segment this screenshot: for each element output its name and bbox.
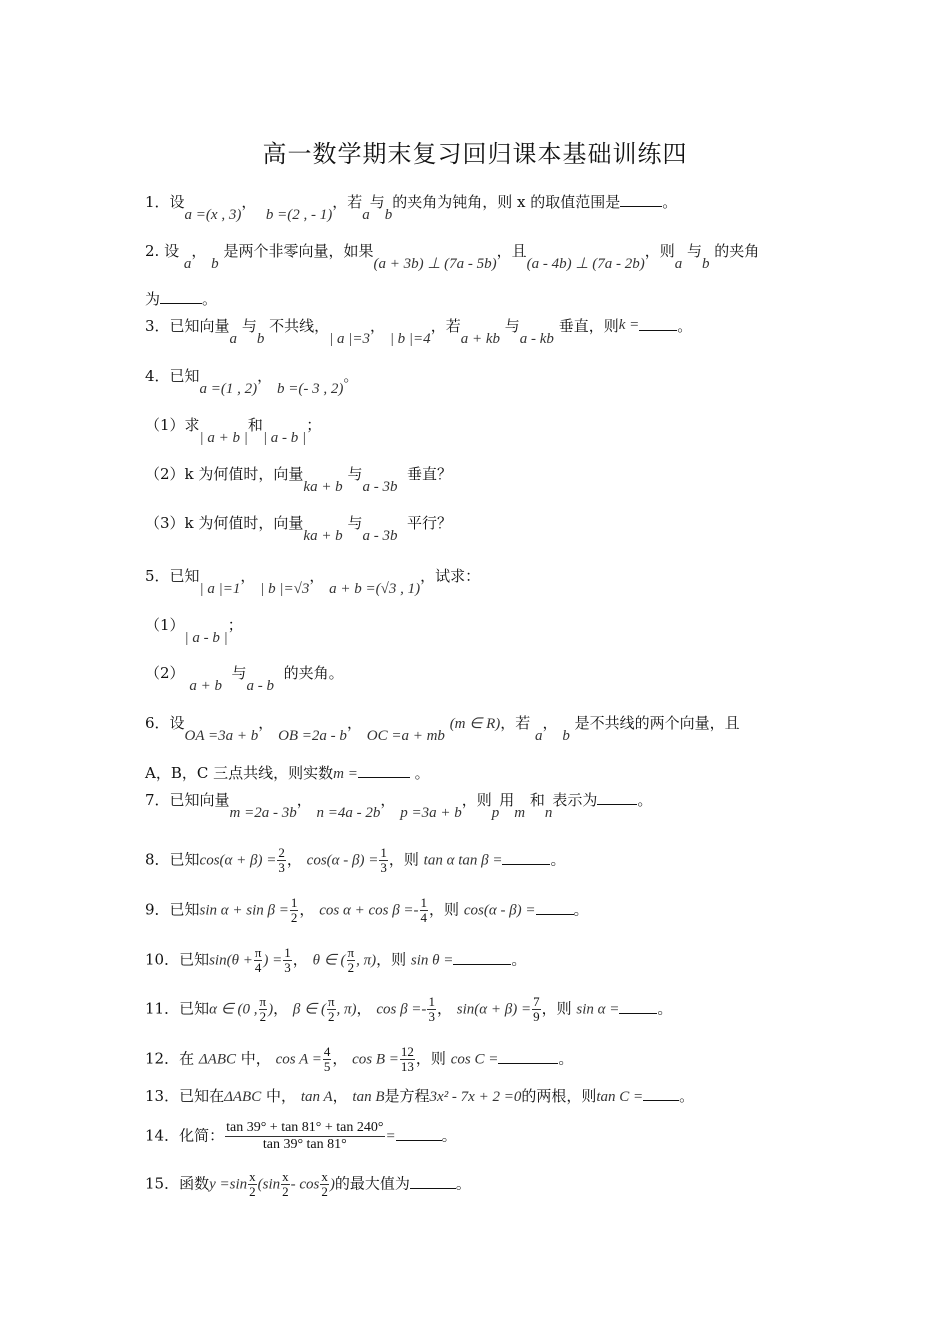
math-expression: tan C = <box>596 1089 644 1105</box>
denominator: 2 <box>249 1184 256 1199</box>
denominator: 3 <box>428 1009 435 1024</box>
text: 。 <box>343 367 359 385</box>
problem-number: 9．已知 <box>145 900 200 919</box>
fraction <box>259 995 268 1024</box>
math-expression: sin α = <box>576 1001 620 1018</box>
problem-4-part-1 <box>145 415 322 446</box>
problem-number: 4．已知 <box>145 367 200 385</box>
fraction <box>323 1045 332 1074</box>
text: ，若 <box>500 714 531 732</box>
problem-11 <box>145 995 672 1024</box>
math-expression: a - 3b <box>362 528 398 544</box>
numerator: π <box>259 994 267 1009</box>
math-expression: (a - 4b) ⊥ (7a - 2b) <box>526 256 645 272</box>
text: 垂直，则 <box>558 317 619 335</box>
math-expression: ka + b <box>303 479 343 495</box>
text: ， <box>436 999 452 1018</box>
numerator: x <box>282 1169 289 1184</box>
text: ，试求： <box>420 567 481 585</box>
math-expression: β ∈ ( <box>292 1001 326 1018</box>
denominator: 2 <box>290 910 298 925</box>
math-expression: tan A <box>300 1089 333 1105</box>
math-expression: ΔABC <box>198 1051 237 1068</box>
problem-4 <box>145 366 359 397</box>
problem-2 <box>145 241 760 272</box>
text: 。 <box>558 1049 574 1068</box>
math-expression: ka + b <box>303 528 343 544</box>
text: ， <box>356 999 372 1018</box>
problem-number: 1．设 <box>145 193 185 211</box>
text: 。 <box>573 900 589 919</box>
text: 的夹角 <box>714 242 760 260</box>
answer-blank[interactable] <box>536 900 574 915</box>
math-expression: sin α + sin β = <box>199 902 289 919</box>
denominator: 4 <box>420 910 428 925</box>
problem-5-part-1 <box>145 615 243 646</box>
math-expression: cos(α - β) = <box>463 902 536 919</box>
fraction <box>427 995 436 1024</box>
text: 和 <box>247 416 263 434</box>
text: 。 <box>455 1174 471 1193</box>
problem-4-part-3 <box>145 513 453 544</box>
math-expression: - cos <box>290 1176 320 1193</box>
problem-number: 13．已知在 <box>145 1087 225 1105</box>
answer-blank[interactable] <box>619 999 657 1014</box>
text: 。 <box>677 317 693 335</box>
answer-blank[interactable] <box>396 1126 442 1141</box>
page-title: 高一数学期末复习回归课本基础训练四 <box>262 140 688 168</box>
denominator: 4 <box>254 960 262 975</box>
problem-number: 14．化简： <box>145 1126 225 1145</box>
text: ，若 <box>430 317 461 335</box>
fraction <box>290 896 299 925</box>
fraction <box>320 1170 329 1199</box>
problem-15 <box>145 1170 471 1199</box>
text: 。 <box>441 1126 457 1145</box>
math-expression: ) <box>268 1001 274 1018</box>
math-expression: | a - b | <box>262 430 307 446</box>
text: 的最大值为 <box>334 1174 410 1193</box>
denominator: tan 39° tan 81° <box>262 1137 347 1152</box>
problem-number: 2. 设 <box>145 242 180 260</box>
math-expression: | a |=3 <box>329 331 371 347</box>
fraction <box>225 1120 384 1153</box>
numerator: π <box>347 945 355 960</box>
math-expression: ) = <box>263 952 283 969</box>
math-expression: θ ∈ ( <box>312 952 346 969</box>
math-expression: m = <box>333 766 358 782</box>
denominator: 2 <box>259 1009 267 1024</box>
answer-blank[interactable] <box>453 950 511 965</box>
numerator: x <box>249 1169 256 1184</box>
text: ，则 <box>644 242 675 260</box>
answer-blank[interactable] <box>639 316 677 331</box>
text: ， <box>370 317 386 335</box>
text: ， <box>332 1087 348 1105</box>
text: 与 <box>504 317 520 335</box>
text: 与 <box>231 664 247 682</box>
text: ，则 <box>461 791 492 809</box>
math-expression: b <box>702 256 710 272</box>
math-expression: b <box>384 207 393 223</box>
math-expression: cos B = <box>352 1051 399 1068</box>
math-expression: a - 3b <box>362 479 398 495</box>
math-expression: OB =2a - b <box>278 728 347 744</box>
fraction <box>254 946 263 975</box>
math-expression: cos(α - β) = <box>306 852 379 869</box>
text: ， <box>258 714 274 732</box>
answer-blank[interactable] <box>502 850 550 865</box>
math-expression: = <box>385 1128 396 1145</box>
numerator: π <box>254 945 262 960</box>
numerator: 1 <box>380 845 387 860</box>
subproblem-label: （3）k 为何值时，向量 <box>145 514 304 532</box>
math-expression: cos β =- <box>376 1001 427 1018</box>
text: 不共线， <box>269 317 330 335</box>
math-expression: OA =3a + b <box>184 728 259 744</box>
text: 是两个非零向量，如果 <box>223 242 374 260</box>
text: ，且 <box>496 242 527 260</box>
numerator: 2 <box>278 845 285 860</box>
math-expression: | a |=1 <box>199 581 241 597</box>
numerator: 12 <box>400 1044 414 1059</box>
math-expression: m =2a - 3b <box>229 805 297 821</box>
text: 的夹角。 <box>283 664 344 682</box>
text: ，则 <box>415 1049 446 1068</box>
text: 与 <box>347 514 363 532</box>
denominator: 13 <box>400 1059 414 1074</box>
text: 。 <box>657 999 673 1018</box>
text: 与 <box>687 242 703 260</box>
denominator: 2 <box>327 1009 335 1024</box>
math-expression: k = <box>618 317 640 333</box>
math-expression: a <box>362 207 370 223</box>
text: ，则 <box>388 850 419 869</box>
answer-blank[interactable] <box>160 289 202 304</box>
denominator: 2 <box>347 960 355 975</box>
math-expression: a <box>183 256 192 272</box>
math-expression: b <box>562 728 570 744</box>
text: ， <box>257 367 273 385</box>
problem-number: 8．已知 <box>145 850 200 869</box>
answer-blank[interactable] <box>358 763 410 778</box>
numerator: 1 <box>420 895 428 910</box>
problem-1 <box>145 192 678 223</box>
math-expression: cos A = <box>275 1051 322 1068</box>
math-expression: cos(α + β) = <box>199 852 277 869</box>
text: 与 <box>347 465 363 483</box>
math-expression: ) <box>329 1176 335 1193</box>
math-expression: n =4a - 2b <box>316 805 381 821</box>
text: ，则 <box>541 999 572 1018</box>
math-expression: a =(x , 3) <box>184 207 242 223</box>
text: 为 <box>145 290 161 308</box>
text: 的夹角为钝角，则 x 的取值范围是 <box>392 193 621 211</box>
problem-5 <box>145 566 481 597</box>
math-expression: a - b <box>246 678 275 694</box>
math-expression: a <box>229 331 238 347</box>
problem-7 <box>145 790 653 821</box>
denominator: 3 <box>278 860 285 875</box>
math-expression: (a + 3b) ⊥ (7a - 5b) <box>373 256 497 272</box>
text: ； <box>306 416 322 434</box>
subproblem-label: （2） <box>145 664 185 682</box>
text: 中， <box>240 1049 271 1068</box>
math-expression: a - kb <box>519 331 554 347</box>
math-expression: , π) <box>356 952 377 969</box>
numerator: tan 39° + tan 81° + tan 240° <box>226 1120 384 1135</box>
text: ，若 <box>332 193 363 211</box>
problem-5-part-2 <box>145 663 344 694</box>
math-expression: a <box>535 728 543 744</box>
text: ， <box>346 714 362 732</box>
text: ， <box>309 567 325 585</box>
problem-12 <box>145 1045 573 1074</box>
problem-number: 3．已知向量 <box>145 317 230 335</box>
numerator: π <box>327 994 335 1009</box>
text: 。 <box>637 791 653 809</box>
text: 的两根，则 <box>521 1087 597 1105</box>
math-expression: p <box>491 805 500 821</box>
text: 。 <box>679 1087 695 1105</box>
math-expression: b =(- 3 , 2) <box>276 381 344 397</box>
text: ， <box>542 714 558 732</box>
denominator: 3 <box>380 860 387 875</box>
fraction <box>400 1045 415 1074</box>
text: ， <box>296 791 312 809</box>
text: 和 <box>529 791 545 809</box>
fraction <box>277 846 286 875</box>
fraction <box>283 946 292 975</box>
math-expression: (sin <box>257 1176 281 1193</box>
problem-4-part-2 <box>145 464 453 495</box>
fraction <box>532 995 541 1024</box>
math-expression: ΔABC <box>224 1089 262 1105</box>
text: ， <box>299 900 315 919</box>
problem-number: 7．已知向量 <box>145 791 230 809</box>
text: 。 <box>550 850 566 869</box>
text: ， <box>292 950 308 969</box>
numerator: 7 <box>533 994 540 1009</box>
problem-number: 6．设 <box>145 714 185 732</box>
numerator: 4 <box>323 1044 331 1059</box>
math-expression: sin(θ + <box>209 952 253 969</box>
text: ； <box>227 616 243 634</box>
math-expression: y =sin <box>209 1176 248 1193</box>
fraction <box>379 846 388 875</box>
text: 中， <box>266 1087 297 1105</box>
math-expression: a <box>674 256 683 272</box>
math-expression: b <box>211 256 219 272</box>
math-expression: | a + b | <box>199 430 248 446</box>
fraction <box>420 896 429 925</box>
text: ， <box>380 791 396 809</box>
text: 平行？ <box>407 514 453 532</box>
text: A，B，C 三点共线，则实数 <box>145 764 334 782</box>
math-expression: cos α + cos β =- <box>319 902 419 919</box>
math-expression: OC =a + mb <box>366 728 445 744</box>
problem-14 <box>145 1120 457 1153</box>
problem-number: 11．已知 <box>145 999 210 1018</box>
numerator: x <box>321 1169 328 1184</box>
problem-10 <box>145 946 526 975</box>
text: 表示为 <box>552 791 598 809</box>
text: 与 <box>241 317 257 335</box>
text: ， <box>332 1049 348 1068</box>
math-expression: cos C = <box>450 1051 499 1068</box>
math-expression: n <box>544 805 553 821</box>
math-expression: tan B <box>352 1089 385 1105</box>
numerator: 1 <box>284 945 291 960</box>
math-expression: | a - b | <box>184 630 228 646</box>
answer-blank[interactable] <box>597 790 637 805</box>
text: ，则 <box>376 950 407 969</box>
numerator: 1 <box>290 895 298 910</box>
text: 。 <box>662 193 678 211</box>
fraction <box>347 946 356 975</box>
problem-6 <box>145 713 740 744</box>
answer-blank[interactable] <box>620 192 662 207</box>
text: 是方程 <box>384 1087 430 1105</box>
answer-blank[interactable] <box>410 1174 456 1189</box>
text: ，则 <box>429 900 460 919</box>
problem-2-continued <box>145 289 217 309</box>
problem-number: 15．函数 <box>145 1174 210 1193</box>
text: 。 <box>414 764 430 782</box>
denominator: 9 <box>533 1009 540 1024</box>
denominator: 5 <box>323 1059 331 1074</box>
problem-6-continued <box>145 763 430 784</box>
math-expression: 3x² - 7x + 2 =0 <box>429 1089 522 1105</box>
text: ， <box>286 850 302 869</box>
subproblem-label: （1） <box>145 616 185 634</box>
fraction <box>327 995 336 1024</box>
math-expression: | b |=4 <box>389 331 431 347</box>
math-expression: tan α tan β = <box>423 852 503 869</box>
text: 。 <box>202 290 218 308</box>
math-expression: | b |=√3 <box>260 581 310 597</box>
math-expression: a + b <box>189 678 222 694</box>
problem-9 <box>145 896 589 925</box>
math-expression: , π) <box>336 1001 357 1018</box>
math-expression: (m ∈ R) <box>449 716 501 732</box>
text: 。 <box>511 950 527 969</box>
text: ， <box>191 242 207 260</box>
math-expression: b =(2 , - 1) <box>265 207 333 223</box>
subproblem-label: （2）k 为何值时，向量 <box>145 465 304 483</box>
text: 用 <box>499 791 515 809</box>
text: ， <box>241 193 257 211</box>
text: 与 <box>369 193 385 211</box>
math-expression: a + kb <box>460 331 500 347</box>
denominator: 2 <box>282 1184 289 1199</box>
math-expression: b <box>256 331 265 347</box>
math-expression: α ∈ (0 , <box>209 1001 258 1018</box>
text: 垂直？ <box>407 465 453 483</box>
problem-13 <box>145 1086 694 1107</box>
math-expression: sin(α + β) = <box>456 1001 532 1018</box>
math-expression: sin θ = <box>410 952 454 969</box>
text: ， <box>240 567 256 585</box>
numerator: 1 <box>428 994 435 1009</box>
problem-8 <box>145 846 566 875</box>
fraction <box>248 1170 257 1199</box>
math-expression: p =3a + b <box>400 805 462 821</box>
problem-number: 5．已知 <box>145 567 200 585</box>
denominator: 2 <box>321 1184 328 1199</box>
problem-number: 12．在 <box>145 1049 195 1068</box>
fraction <box>281 1170 290 1199</box>
math-expression: m <box>514 805 526 821</box>
denominator: 3 <box>284 960 291 975</box>
text: ， <box>273 999 289 1018</box>
math-expression: a + b =(√3 , 1) <box>329 581 421 597</box>
problem-number: 10．已知 <box>145 950 210 969</box>
answer-blank[interactable] <box>643 1086 679 1101</box>
problem-3 <box>145 316 693 347</box>
subproblem-label: （1）求 <box>145 416 200 434</box>
math-expression: a =(1 , 2) <box>199 381 258 397</box>
text: 是不共线的两个向量，且 <box>574 714 740 732</box>
answer-blank[interactable] <box>498 1049 558 1064</box>
